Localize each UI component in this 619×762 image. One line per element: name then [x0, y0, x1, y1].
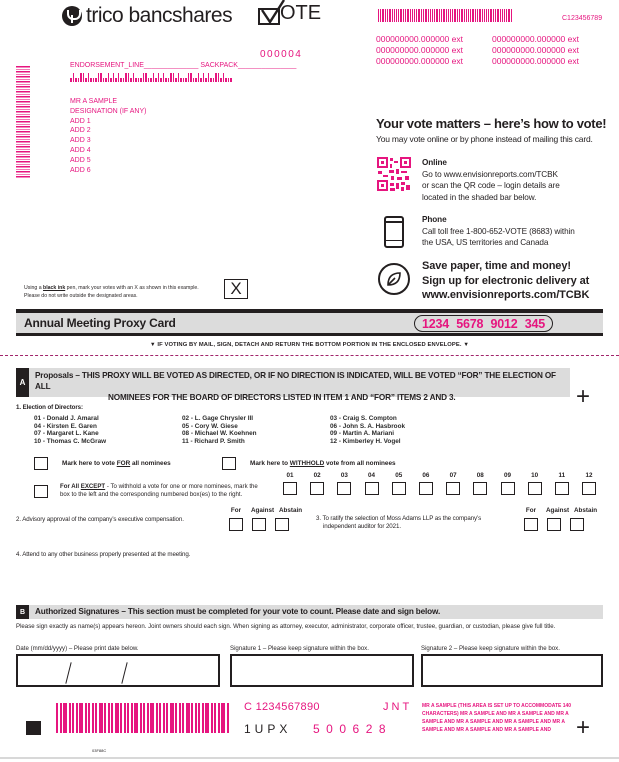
- option-abstain: Abstain: [279, 507, 303, 514]
- signature2-label: Signature 2 – Please keep signature within the box.: [421, 645, 560, 652]
- except-checkbox-10[interactable]: [528, 482, 542, 495]
- except-nominee-numbers: [283, 472, 596, 479]
- address-line: MR A SAMPLE: [70, 98, 118, 105]
- section-b-description: Please sign exactly as name(s) appears hereon. Joint owners should each sign. When signing as attorney, executor, administrator, corporate officer, trustee, guardian, or custodian, please give full title.: [16, 623, 556, 630]
- top-barcode: [378, 9, 512, 22]
- method-line: located in the shaded bar below.: [422, 192, 537, 202]
- except-checkbox-05[interactable]: [392, 482, 406, 495]
- trico-logo-icon: [62, 6, 82, 26]
- edelivery-line: Save paper, time and money!: [422, 260, 571, 272]
- withhold-all-label: Mark here to WITHHOLD vote from all nominees: [250, 460, 396, 467]
- withhold-all-row: [222, 457, 396, 470]
- item2-for-checkbox[interactable]: [229, 518, 243, 531]
- instr-text: Please do not write outside the designated areas.: [24, 293, 138, 299]
- footer-address-block: MR A SAMPLE (THIS AREA IS SET UP TO ACCOMMODATE 140 CHARACTERS) MR A SAMPLE AND MR A SAMPLE AND MR A SAMPLE AND MR A SAMPLE AND MR A SAMPLE AND MR A SAMPLE AND MR A SAMPLE AND MR A SAMPLE AND: [422, 703, 572, 733]
- proxy-card-title: Annual Meeting Proxy Card: [24, 316, 176, 330]
- method-line[interactable]: Go to www.envisionreports.com/TCBK: [422, 169, 558, 179]
- except-checkbox-03[interactable]: [337, 482, 351, 495]
- date-separator: [121, 662, 127, 684]
- section-b-heading: Authorized Signatures – This section must be completed for your vote to count. Please date and sign below.: [35, 607, 441, 616]
- signature1-box[interactable]: [230, 654, 414, 687]
- address-line: ADD 4: [70, 146, 91, 154]
- nominee-number: 04: [368, 472, 376, 479]
- address-line: ADD 5: [70, 156, 91, 164]
- for-all-checkbox[interactable]: [34, 457, 48, 470]
- item3-against-checkbox[interactable]: [547, 518, 561, 531]
- date-separator: [65, 662, 71, 684]
- method-title: Phone: [422, 215, 447, 224]
- for-all-except-label: For All EXCEPT - To withhold a vote for one or more nominees, mark the box to the left and the corresponding numbered box(es) to the right.: [60, 483, 258, 498]
- option-against: Against: [251, 507, 275, 514]
- section-b-letter: B: [16, 605, 29, 619]
- control-number: 1234 5678 9012 345: [414, 315, 553, 332]
- except-checkbox-07[interactable]: [446, 482, 460, 495]
- signature1-label: Signature 1 – Please keep signature within the box.: [230, 645, 369, 652]
- nominee: 05 - Cory W. Giese: [182, 422, 238, 430]
- checkbox-check-icon: [258, 8, 280, 25]
- item3-option-headers: [524, 507, 598, 514]
- except-checkbox-11[interactable]: [555, 482, 569, 495]
- item3-abstain-checkbox[interactable]: [570, 518, 584, 531]
- form-number: 500628: [313, 722, 393, 736]
- jnt-code: JNT: [383, 701, 413, 713]
- instr-text: Using a: [24, 285, 44, 291]
- ext-lines: [376, 34, 608, 66]
- except-nominee-checkboxes: [283, 482, 596, 495]
- method-title: Online: [422, 158, 447, 167]
- registration-plus-icon: +: [576, 714, 591, 741]
- nominee-list: [34, 415, 460, 445]
- footer-barcode: [56, 703, 229, 733]
- vote-method-online: [376, 157, 560, 203]
- except-checkbox-08[interactable]: [473, 482, 487, 495]
- except-checkbox-02[interactable]: [310, 482, 324, 495]
- item2-checkboxes: [229, 518, 289, 531]
- control-code-top: C123456789: [562, 15, 603, 22]
- leaf-icon: [378, 263, 410, 295]
- example-mark-box: X: [224, 279, 248, 299]
- ext-line: 000000000.000000 ext: [492, 56, 579, 66]
- address-line: ADD 2: [70, 127, 91, 135]
- nominee: 02 - L. Gage Chrysler III: [182, 415, 254, 422]
- method-line: Call toll free 1-800-652-VOTE (8683) within: [422, 226, 575, 236]
- item2-against-checkbox[interactable]: [252, 518, 266, 531]
- item2-option-headers: [229, 507, 303, 514]
- endorsement-line: ENDORSEMENT_LINE______________ SACKPACK_______________: [70, 62, 297, 69]
- postnet-barcode: [70, 73, 232, 82]
- except-checkbox-09[interactable]: [501, 482, 515, 495]
- except-checkbox-04[interactable]: [365, 482, 379, 495]
- for-all-row: [34, 457, 171, 470]
- small-form-code: 03F88C: [92, 748, 107, 753]
- address-line: ADD 3: [70, 137, 91, 145]
- option-for: For: [230, 507, 242, 514]
- vote-method-edelivery: [376, 259, 589, 303]
- nominee-number: 10: [531, 472, 539, 479]
- detach-notice: ▼ IF VOTING BY MAIL, SIGN, DETACH AND RETURN THE BOTTOM PORTION IN THE ENCLOSED ENVELOPE. ▼: [149, 342, 470, 348]
- nominee-number: 09: [503, 472, 511, 479]
- trico-bancshares-logo: [62, 4, 232, 28]
- nominee: 08 - Michael W. Koehnen: [182, 430, 257, 438]
- nominee-number: 01: [286, 472, 294, 479]
- vote-logo-text: OTE: [280, 2, 322, 24]
- nominee: 10 - Thomas C. McGraw: [34, 437, 107, 445]
- nominee-number: 03: [340, 472, 348, 479]
- item1-label: 1. Election of Directors:: [16, 404, 83, 411]
- phone-icon: [384, 216, 404, 248]
- vote-headline: Your vote matters – here’s how to vote!: [376, 116, 607, 131]
- nominee: 12 - Kimberley H. Vogel: [330, 437, 401, 445]
- instr-text: pen, mark your votes with an X as shown in this example.: [65, 285, 199, 291]
- item2-label: 2. Advisory approval of the company’s executive compensation.: [16, 516, 184, 523]
- heading-text: THIS PROXY WILL BE VOTED AS DIRECTED, OR IF NO DIRECTION IS INDICATED, WILL BE VOTED “FOR” THE ELECTION OF ALL: [35, 371, 556, 391]
- method-line: or scan the QR code – login details are: [422, 181, 560, 190]
- qr-code-icon: [377, 157, 411, 191]
- nominee-number: 11: [558, 472, 566, 479]
- nominee-number: 06: [422, 472, 430, 479]
- registration-plus-icon: +: [576, 383, 591, 410]
- marking-instructions: [24, 284, 199, 300]
- sequence-number: 000004: [260, 49, 303, 60]
- section-a-letter: A: [16, 368, 29, 397]
- detach-line: [0, 355, 619, 356]
- nominee-number: 12: [585, 472, 593, 479]
- form-code: 1UPX: [244, 722, 292, 736]
- ext-line: 000000000.000000 ext: [376, 45, 463, 55]
- instr-black-ink: black ink: [43, 285, 66, 291]
- nominee: 06 - John S. A. Hasbrook: [330, 422, 406, 430]
- item2-abstain-checkbox[interactable]: [275, 518, 289, 531]
- nominee-number: 05: [395, 472, 403, 479]
- nominee: 07 - Margaret L. Kane: [34, 430, 99, 438]
- except-checkbox-12[interactable]: [582, 482, 596, 495]
- for-all-except-row: [34, 483, 258, 499]
- section-a-heading: [35, 370, 565, 403]
- option-for: For: [525, 507, 537, 514]
- item4-label: 4. Attend to any other business properly presented at the meeting.: [16, 551, 191, 558]
- nominee: 09 - Martin A. Mariani: [330, 430, 395, 438]
- brand-name: trico bancshares: [86, 4, 233, 27]
- date-label: Date (mm/dd/yyyy) – Please print date below.: [16, 645, 139, 652]
- nominee-number: 02: [313, 472, 321, 479]
- address-line: ADD 6: [70, 166, 91, 174]
- ext-line: 000000000.000000 ext: [376, 56, 463, 66]
- vote-logo: [258, 2, 321, 25]
- vertical-barcode: [16, 66, 30, 178]
- account-code: C 1234567890: [244, 701, 320, 713]
- heading-text: NOMINEES FOR THE BOARD OF DIRECTORS LISTED IN ITEM 1 AND “FOR” ITEMS 2 AND 3.: [108, 393, 456, 402]
- ext-line: 000000000.000000 ext: [376, 34, 463, 44]
- edelivery-line: Sign up for electronic delivery at: [422, 274, 590, 287]
- item3-label: 3. To ratify the selection of Moss Adams LLP as the company’s independent auditor for 2021.: [316, 515, 482, 530]
- signature2-box[interactable]: [421, 654, 603, 687]
- withhold-all-checkbox[interactable]: [222, 457, 236, 470]
- nominee-number: 07: [449, 472, 457, 479]
- nominee: 11 - Richard P. Smith: [182, 437, 245, 445]
- nominee-number: 08: [476, 472, 484, 479]
- for-all-except-checkbox[interactable]: [34, 485, 48, 498]
- vote-method-phone: [376, 214, 575, 249]
- option-against: Against: [546, 507, 570, 514]
- option-abstain: Abstain: [574, 507, 598, 514]
- mailing-address: [70, 97, 147, 175]
- edelivery-link[interactable]: www.envisionreports.com/TCBK: [422, 289, 590, 301]
- address-line: DESIGNATION (IF ANY): [70, 107, 147, 115]
- for-all-label: Mark here to vote FOR all nominees: [62, 460, 171, 467]
- nominee: 04 - Kirsten E. Garen: [34, 422, 97, 430]
- item3-checkboxes: [524, 518, 584, 531]
- method-line: the USA, US territories and Canada: [422, 238, 549, 247]
- item3-for-checkbox[interactable]: [524, 518, 538, 531]
- except-checkbox-01[interactable]: [283, 482, 297, 495]
- registration-mark: [26, 721, 41, 735]
- heading-lead: Proposals –: [35, 371, 80, 380]
- vote-subhead: You may vote online or by phone instead of mailing this card.: [376, 134, 593, 144]
- nominee: 01 - Donald J. Amaral: [34, 415, 99, 422]
- address-line: ADD 1: [70, 117, 91, 125]
- except-checkbox-06[interactable]: [419, 482, 433, 495]
- date-input-box[interactable]: [16, 654, 220, 687]
- ext-line: 000000000.000000 ext: [492, 34, 579, 44]
- nominee: 03 - Craig S. Compton: [330, 415, 397, 422]
- bottom-rule: [0, 757, 619, 759]
- ext-line: 000000000.000000 ext: [492, 45, 579, 55]
